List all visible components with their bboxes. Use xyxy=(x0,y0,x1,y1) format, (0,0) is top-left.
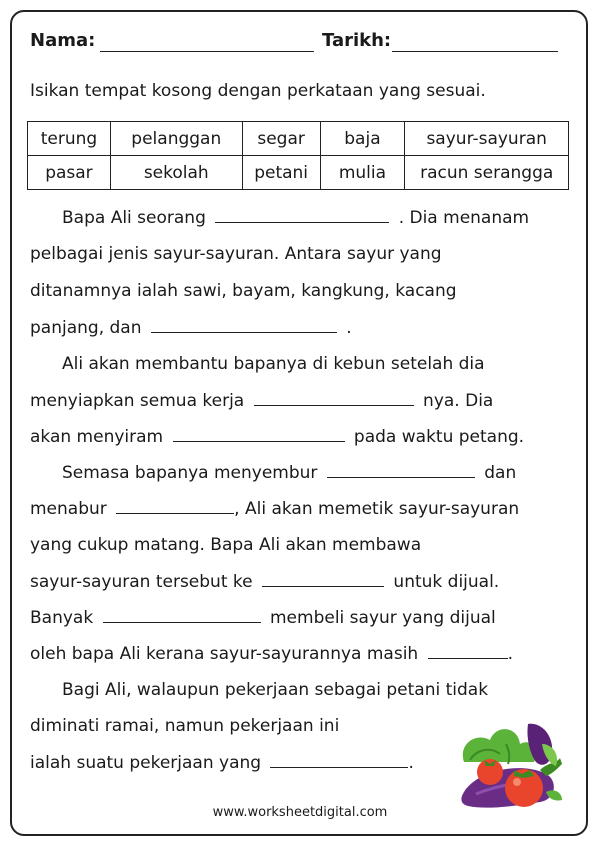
passage-line xyxy=(62,207,529,228)
word-bank-table xyxy=(27,121,569,190)
word-bank-cell: baja xyxy=(320,122,405,156)
word-bank-cell: sayur-sayuran xyxy=(405,122,569,156)
footer-url: www.worksheetdigital.com xyxy=(212,805,388,820)
word-bank-cell: sekolah xyxy=(110,156,242,190)
passage-text: sayur-sayuran tersebut ke xyxy=(30,572,253,592)
passage-line xyxy=(30,535,421,555)
passage-line xyxy=(30,607,496,628)
passage-line xyxy=(30,716,339,736)
passage-text: nya. Dia xyxy=(423,391,494,411)
passage-text: yang cukup matang. Bapa Ali akan membawa xyxy=(30,535,422,555)
passage-text: Ali akan membantu bapanya di kebun setelah dia xyxy=(62,354,485,374)
passage-line xyxy=(30,281,457,301)
answer-blank-1[interactable] xyxy=(215,207,389,223)
passage-line xyxy=(62,354,485,374)
answer-blank-7[interactable] xyxy=(262,571,384,587)
passage-text: panjang, dan xyxy=(30,318,142,338)
passage-text: akan menyiram xyxy=(30,427,164,447)
passage-text: dan xyxy=(484,463,517,483)
passage-line xyxy=(30,244,442,264)
date-field[interactable] xyxy=(392,51,558,52)
name-label: Nama: xyxy=(30,30,96,51)
passage-line xyxy=(30,752,414,773)
tomato-icon xyxy=(477,759,503,785)
passage-line xyxy=(62,462,516,483)
answer-blank-8[interactable] xyxy=(103,607,261,623)
passage-line xyxy=(62,680,488,700)
answer-blank-5[interactable] xyxy=(327,462,475,478)
word-bank-cell: pelanggan xyxy=(110,122,242,156)
answer-blank-6[interactable] xyxy=(116,498,234,514)
passage-text: . xyxy=(346,318,352,338)
word-bank-cell: mulia xyxy=(320,156,405,190)
passage-text: diminati ramai, namun pekerjaan ini xyxy=(30,716,340,736)
answer-blank-3[interactable] xyxy=(254,390,414,406)
passage-text: pelbagai jenis sayur-sayuran. Antara sayur yang xyxy=(30,244,442,264)
passage-text: ditanamnya ialah sawi, bayam, kangkung, kacang xyxy=(30,281,457,301)
passage-line xyxy=(30,643,513,664)
passage-text: menabur xyxy=(30,499,107,519)
word-bank-cell: pasar xyxy=(28,156,111,190)
passage-line xyxy=(30,317,352,338)
name-field[interactable] xyxy=(100,51,314,52)
date-label: Tarikh: xyxy=(322,30,392,51)
word-bank-row xyxy=(28,156,569,190)
answer-blank-9[interactable] xyxy=(428,643,508,659)
word-bank-cell: racun serangga xyxy=(405,156,569,190)
passage-line xyxy=(30,571,499,592)
leaf-icon xyxy=(463,729,537,764)
passage-text: , Ali akan memetik sayur-sayuran xyxy=(234,499,520,519)
word-bank-cell: terung xyxy=(28,122,111,156)
passage-text: . xyxy=(507,644,513,664)
passage-text: Bagi Ali, walaupun pekerjaan sebagai petani tidak xyxy=(62,680,489,700)
answer-blank-2[interactable] xyxy=(151,317,337,333)
word-bank-cell: petani xyxy=(242,156,320,190)
answer-blank-4[interactable] xyxy=(173,426,345,442)
passage-text: oleh bapa Ali kerana sayur-sayurannya masih xyxy=(30,644,419,664)
instruction: Isikan tempat kosong dengan perkataan yang sesuai. xyxy=(30,81,486,101)
passage-text: . xyxy=(408,753,414,773)
passage-text: pada waktu petang. xyxy=(353,427,525,447)
passage-text: Semasa bapanya menyembur xyxy=(62,463,318,483)
answer-blank-10[interactable] xyxy=(270,752,408,768)
passage-line xyxy=(30,426,524,447)
word-bank-cell: segar xyxy=(242,122,320,156)
passage-line xyxy=(30,390,493,411)
passage-line xyxy=(30,498,519,519)
vegetables-illustration xyxy=(456,714,568,814)
passage-text: Banyak xyxy=(30,608,94,628)
tomato-icon xyxy=(505,769,543,807)
passage-text: menyiapkan semua kerja xyxy=(30,391,245,411)
passage-text: membeli sayur yang dijual xyxy=(270,608,496,628)
word-bank-row xyxy=(28,122,569,156)
passage-text: Bapa Ali seorang xyxy=(62,208,206,228)
passage-text: . Dia menanam xyxy=(398,208,530,228)
passage-text: ialah suatu pekerjaan yang xyxy=(30,753,262,773)
passage-text: untuk dijual. xyxy=(393,572,500,592)
